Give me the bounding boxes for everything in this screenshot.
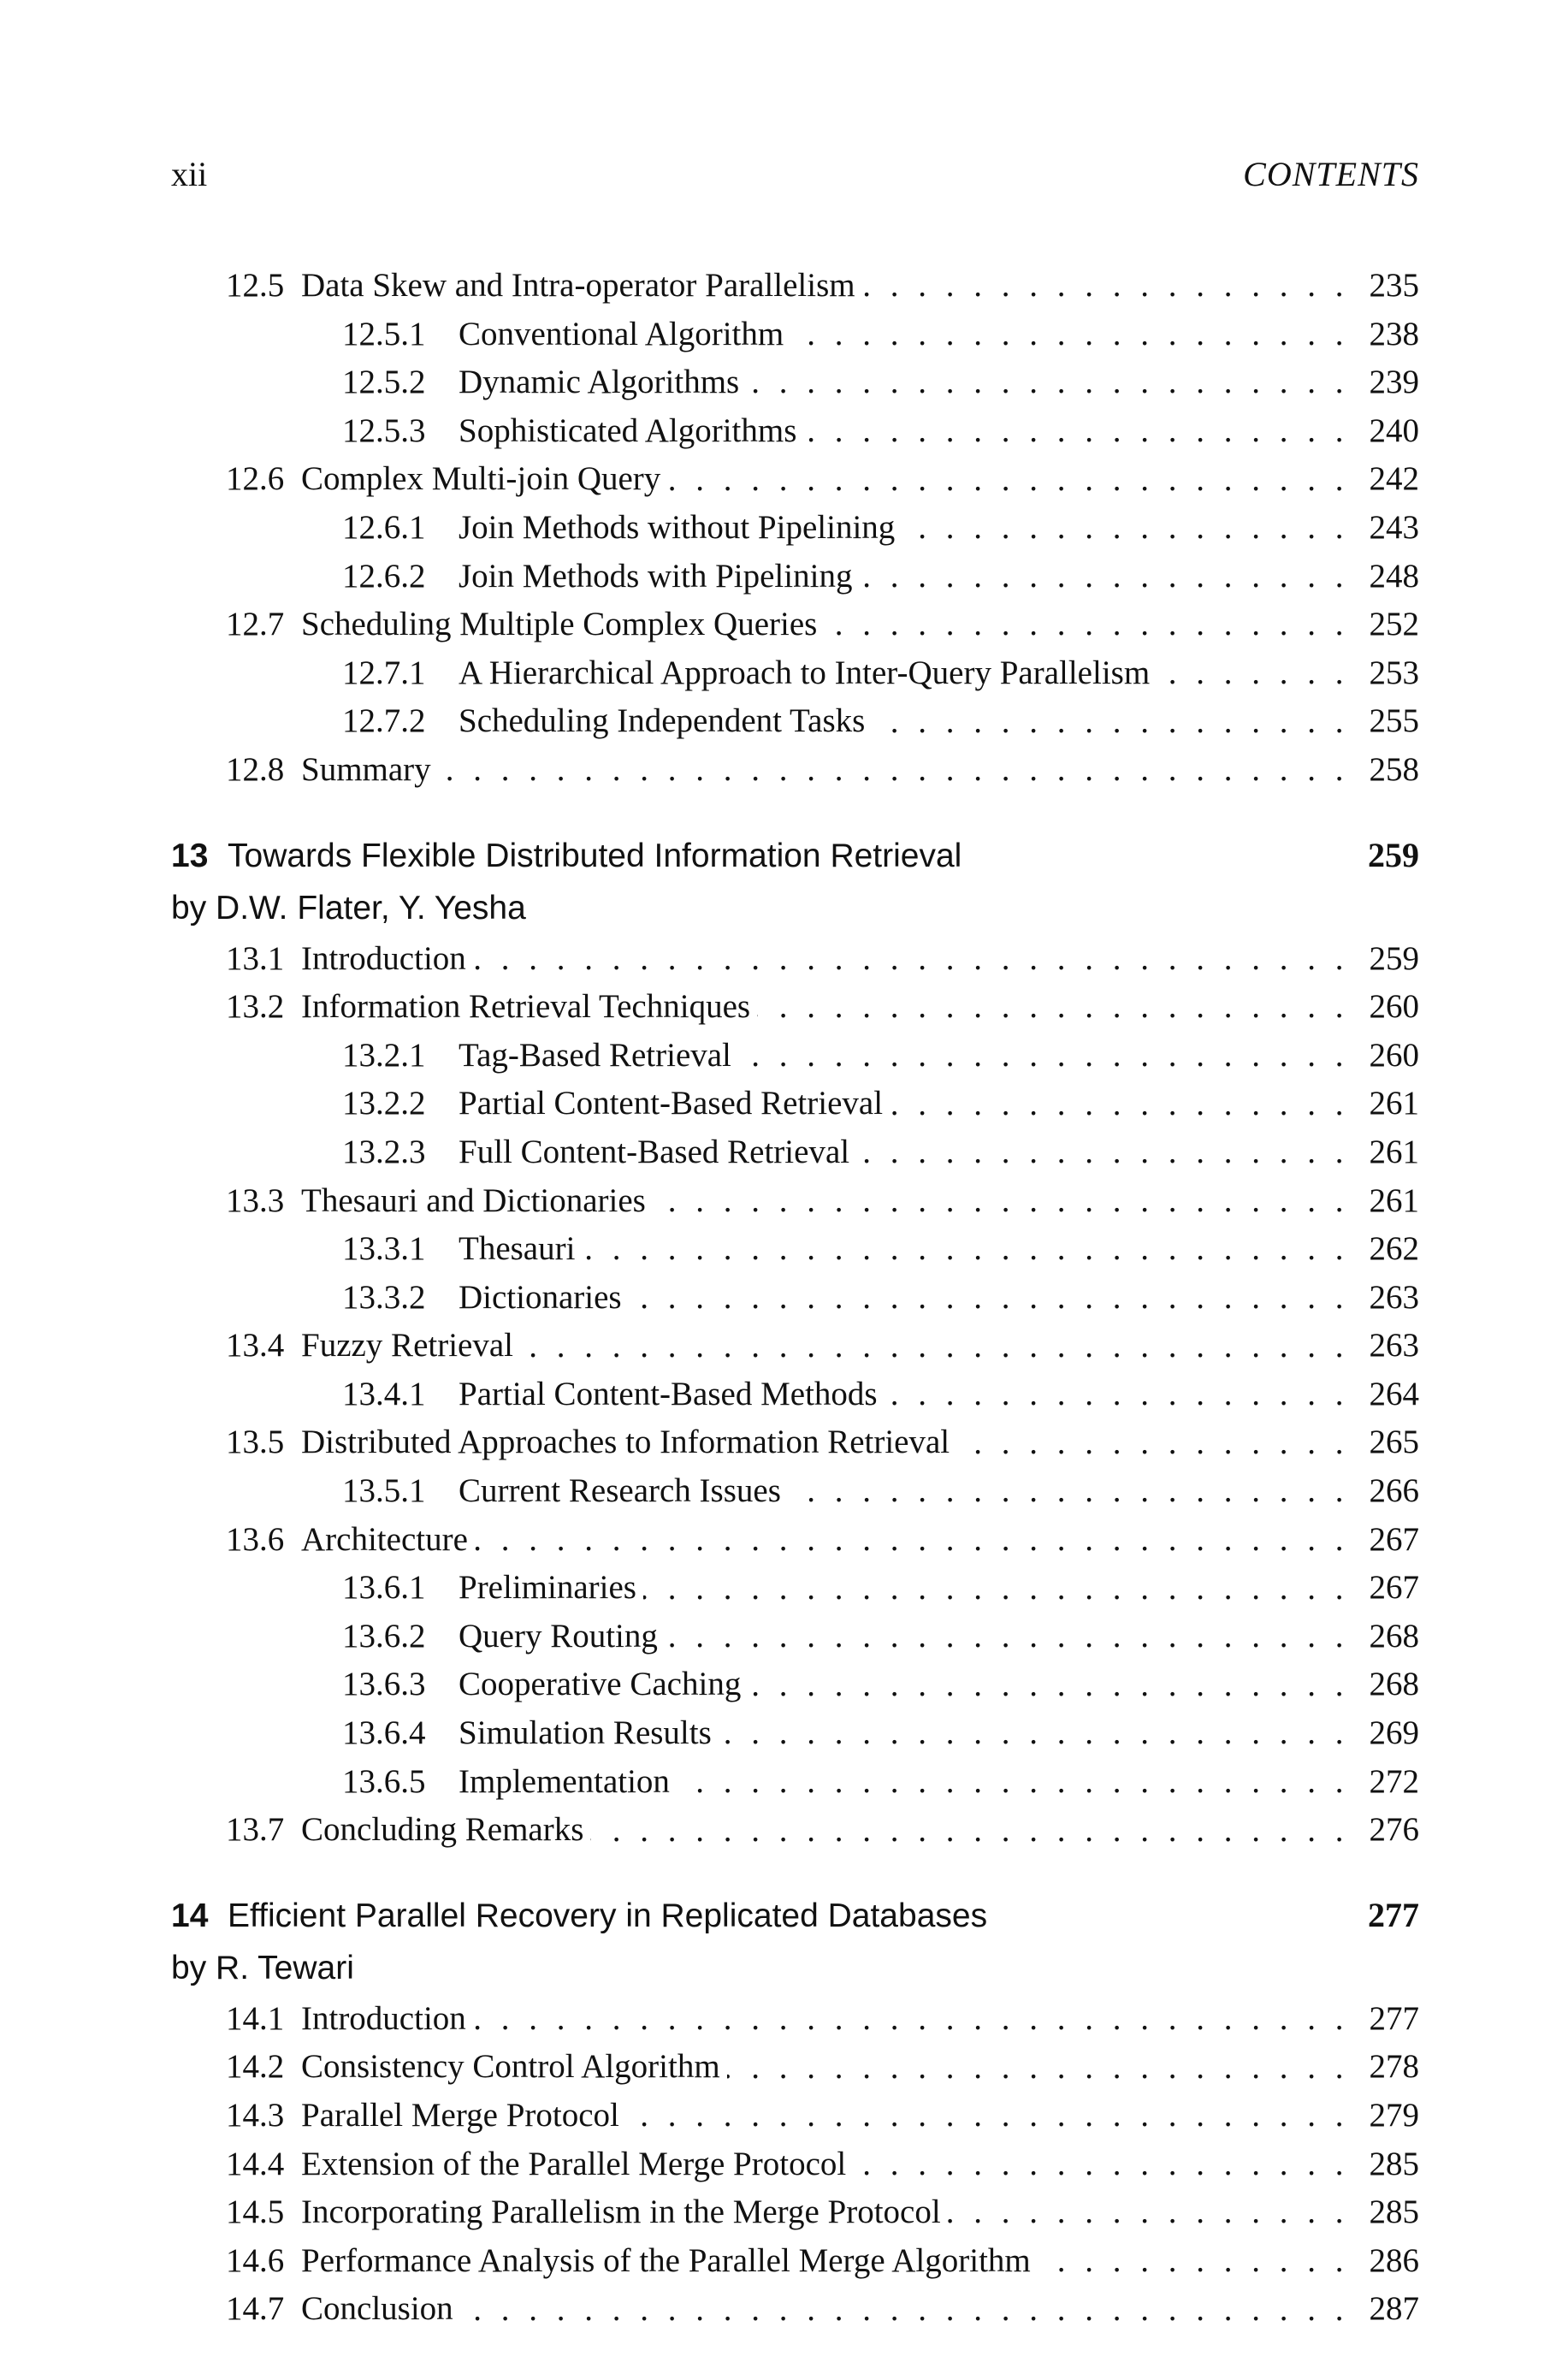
chapter-14-byline: by R. Tewari: [171, 1949, 354, 1986]
toc-entry: [171, 1806, 1419, 1855]
dot-leader: [719, 1716, 1349, 1750]
chapter-12-continued: [171, 262, 1419, 795]
entry-page: 286: [1369, 2241, 1419, 2279]
dot-leader: [643, 1572, 1349, 1606]
entry-title: Scheduling Multiple Complex Queries: [301, 606, 818, 643]
entry-number: 12.7: [226, 606, 285, 643]
toc-entry: [171, 455, 1419, 504]
entry-title: Simulation Results: [459, 1714, 712, 1752]
entry-number: 13.4: [226, 1327, 285, 1365]
entry-page: 266: [1369, 1472, 1419, 1510]
page-number: xii: [171, 155, 208, 193]
entry-page: 235: [1369, 267, 1419, 304]
chapter-number: 13: [171, 837, 209, 874]
entry-page: 248: [1369, 557, 1419, 595]
entry-number: 13.6.5: [342, 1762, 426, 1800]
dot-leader: [582, 1232, 1349, 1266]
entry-title: Performance Analysis of the Parallel Merge Algorithm: [301, 2241, 1031, 2279]
toc-entry: [171, 1995, 1419, 2044]
toc-entry: [171, 262, 1419, 311]
dot-leader: [856, 1135, 1349, 1169]
entry-title: Partial Content-Based Methods: [459, 1375, 878, 1412]
entry-title: Introduction: [301, 1999, 466, 2037]
entry-page: 260: [1369, 988, 1419, 1026]
entry-page: 267: [1369, 1520, 1419, 1558]
entry-page: 252: [1369, 606, 1419, 643]
entry-number: 13.3: [226, 1181, 285, 1219]
toc-entry: [171, 983, 1419, 1032]
entry-page: 285: [1369, 2193, 1419, 2231]
entry-page: 277: [1369, 1999, 1419, 2037]
dot-leader: [757, 990, 1349, 1024]
entry-page: 259: [1369, 939, 1419, 977]
dot-leader: [948, 2195, 1349, 2229]
entry-title: Complex Multi-join Query: [301, 460, 661, 498]
dot-leader: [520, 1329, 1349, 1364]
dot-leader: [727, 2051, 1349, 2085]
entry-number: 13.4.1: [342, 1375, 426, 1412]
entry-page: 242: [1369, 460, 1419, 498]
dot-leader: [460, 2293, 1349, 2327]
entry-number: 12.6: [226, 460, 285, 498]
toc-entry: [171, 1080, 1419, 1128]
entry-title: Dynamic Algorithms: [459, 364, 740, 401]
entry-page: 265: [1369, 1424, 1419, 1461]
entry-page: 262: [1369, 1230, 1419, 1268]
toc-entry: [171, 1177, 1419, 1226]
toc-entry: [171, 1418, 1419, 1467]
chapter-13-byline: by D.W. Flater, Y. Yesha: [171, 889, 526, 927]
dot-leader: [956, 1426, 1349, 1460]
chapter-14-entries: [171, 1995, 1419, 2334]
entry-page: 260: [1369, 1036, 1419, 1074]
entry-number: 12.6.2: [342, 557, 426, 595]
chapter-13-entries: [171, 935, 1419, 1855]
entry-page: 272: [1369, 1762, 1419, 1800]
entry-title: Full Content-Based Retrieval: [459, 1133, 850, 1170]
entry-title: Scheduling Independent Tasks: [459, 702, 866, 740]
dot-leader: [473, 2002, 1349, 2036]
entry-page: 240: [1369, 411, 1419, 449]
dot-leader: [626, 2099, 1349, 2133]
entry-page: 263: [1369, 1327, 1419, 1365]
toc-entry: [171, 601, 1419, 649]
entry-title: Sophisticated Algorithms: [459, 411, 797, 449]
entry-title: Information Retrieval Techniques: [301, 988, 751, 1026]
entry-number: 13.5: [226, 1424, 285, 1461]
entry-number: 13.6.3: [342, 1666, 426, 1703]
chapter-page: 277: [1368, 1895, 1419, 1934]
entry-number: 13.2.2: [342, 1085, 426, 1122]
entry-page: 276: [1369, 1811, 1419, 1849]
entry-number: 12.8: [226, 750, 285, 788]
entry-title: Incorporating Parallelism in the Merge Protocol: [301, 2193, 941, 2231]
toc-entry: [171, 311, 1419, 359]
entry-number: 12.7.1: [342, 654, 426, 691]
dot-leader: [748, 1668, 1349, 1702]
dot-leader: [667, 463, 1349, 497]
dot-leader: [738, 1039, 1349, 1073]
running-title: CONTENTS: [1243, 155, 1419, 193]
dot-leader: [1157, 656, 1349, 690]
entry-page: 261: [1369, 1133, 1419, 1170]
running-head: [0, 154, 1568, 205]
toc-entry: [171, 1758, 1419, 1807]
dot-leader: [788, 1474, 1349, 1508]
toc-entry: [171, 1128, 1419, 1177]
entry-number: 14.1: [226, 1999, 285, 2037]
entry-number: 12.5: [226, 267, 285, 304]
entry-title: Parallel Merge Protocol: [301, 2097, 619, 2134]
toc-entry: [171, 504, 1419, 553]
entry-title: Consistency Control Algorithm: [301, 2048, 720, 2086]
chapter-13-heading: [171, 829, 1419, 882]
entry-page: 268: [1369, 1666, 1419, 1703]
entry-page: 243: [1369, 508, 1419, 546]
dot-leader: [862, 269, 1349, 303]
toc-entry: [171, 2092, 1419, 2140]
dot-leader: [590, 1814, 1349, 1848]
entry-title: Preliminaries: [459, 1569, 636, 1607]
dot-leader: [665, 1619, 1349, 1654]
chapter-number: 14: [171, 1897, 209, 1934]
entry-number: 13.3.2: [342, 1278, 426, 1316]
entry-number: 12.6.1: [342, 508, 426, 546]
entry-number: 13.2.3: [342, 1133, 426, 1170]
entry-title: Conventional Algorithm: [459, 315, 784, 352]
toc-entry: [171, 553, 1419, 601]
dot-leader: [803, 414, 1349, 448]
entry-title: Query Routing: [459, 1617, 658, 1655]
toc-entry: [171, 1032, 1419, 1080]
toc-entry: [171, 2188, 1419, 2237]
toc-entry: [171, 649, 1419, 698]
dot-leader: [473, 942, 1349, 976]
toc-entry: [171, 697, 1419, 746]
entry-title: Extension of the Parallel Merge Protocol: [301, 2145, 847, 2182]
entry-title: Fuzzy Retrieval: [301, 1327, 513, 1365]
toc-entry: [171, 1467, 1419, 1516]
dot-leader: [438, 753, 1349, 787]
entry-page: 279: [1369, 2097, 1419, 2134]
entry-title: Introduction: [301, 939, 466, 977]
entry-title: Concluding Remarks: [301, 1811, 584, 1849]
toc-entry: [171, 1613, 1419, 1661]
entry-page: 264: [1369, 1375, 1419, 1412]
entry-page: 287: [1369, 2290, 1419, 2328]
toc-entry: [171, 746, 1419, 795]
entry-number: 13.6.1: [342, 1569, 426, 1607]
toc-entry: [171, 2043, 1419, 2092]
entry-number: 13.6.2: [342, 1617, 426, 1655]
dot-leader: [890, 1087, 1349, 1122]
entry-title: Tag-Based Retrieval: [459, 1036, 731, 1074]
dot-leader: [872, 705, 1349, 739]
toc-entry: [171, 1322, 1419, 1371]
entry-page: 261: [1369, 1181, 1419, 1219]
dot-leader: [885, 1377, 1349, 1412]
toc-entry: [171, 935, 1419, 984]
entry-title: Cooperative Caching: [459, 1666, 742, 1703]
toc-entry: [171, 2140, 1419, 2189]
entry-number: 12.5.1: [342, 315, 426, 352]
entry-title: Distributed Approaches to Information Retrieval: [301, 1424, 950, 1461]
entry-number: 14.5: [226, 2193, 285, 2231]
entry-title: Summary: [301, 750, 431, 788]
entry-number: 13.7: [226, 1811, 285, 1849]
entry-title: A Hierarchical Approach to Inter-Query Parallelism: [459, 654, 1151, 691]
toc-entry: [171, 1709, 1419, 1758]
entry-number: 14.7: [226, 2290, 285, 2328]
entry-page: 278: [1369, 2048, 1419, 2086]
entry-number: 13.3.1: [342, 1230, 426, 1268]
toc-entry: [171, 1564, 1419, 1613]
chapter-title: Efficient Parallel Recovery in Replicated Databases: [228, 1897, 988, 1934]
entry-title: Partial Content-Based Retrieval: [459, 1085, 884, 1122]
entry-number: 13.6: [226, 1520, 285, 1558]
entry-page: 255: [1369, 702, 1419, 740]
dot-leader: [1038, 2244, 1349, 2278]
toc-entry: [171, 1516, 1419, 1565]
entry-number: 13.2.1: [342, 1036, 426, 1074]
dot-leader: [475, 1523, 1349, 1557]
chapter-title: Towards Flexible Distributed Information Retrieval: [228, 837, 962, 874]
entry-page: 239: [1369, 364, 1419, 401]
entry-number: 14.3: [226, 2097, 285, 2134]
dot-leader: [653, 1184, 1349, 1218]
entry-title: Dictionaries: [459, 1278, 622, 1316]
entry-page: 258: [1369, 750, 1419, 788]
entry-title: Thesauri: [459, 1230, 576, 1268]
entry-number: 13.5.1: [342, 1472, 426, 1510]
entry-title: Implementation: [459, 1762, 670, 1800]
entry-page: 285: [1369, 2145, 1419, 2182]
entry-number: 13.1: [226, 939, 285, 977]
entry-page: 268: [1369, 1617, 1419, 1655]
entry-page: 261: [1369, 1085, 1419, 1122]
dot-leader: [790, 317, 1349, 352]
entry-number: 13.6.4: [342, 1714, 426, 1752]
chapter-14-heading: [171, 1889, 1419, 1942]
dot-leader: [853, 2147, 1349, 2182]
entry-page: 269: [1369, 1714, 1419, 1752]
toc-entry: [171, 358, 1419, 407]
toc-entry: [171, 2285, 1419, 2334]
entry-title: Thesauri and Dictionaries: [301, 1181, 646, 1219]
dot-leader: [824, 607, 1349, 642]
entry-title: Current Research Issues: [459, 1472, 781, 1510]
table-of-contents: [171, 262, 1419, 2334]
chapter-page: 259: [1368, 835, 1419, 874]
entry-number: 14.2: [226, 2048, 285, 2086]
entry-title: Join Methods with Pipelining: [459, 557, 853, 595]
toc-entry: [171, 1274, 1419, 1323]
dot-leader: [902, 511, 1349, 545]
entry-number: 14.4: [226, 2145, 285, 2182]
entry-number: 13.2: [226, 988, 285, 1026]
entry-page: 263: [1369, 1278, 1419, 1316]
entry-title: Conclusion: [301, 2290, 453, 2328]
toc-entry: [171, 1225, 1419, 1274]
entry-number: 14.6: [226, 2241, 285, 2279]
entry-page: 267: [1369, 1569, 1419, 1607]
entry-number: 12.5.3: [342, 411, 426, 449]
toc-entry: [171, 1661, 1419, 1709]
entry-number: 12.5.2: [342, 364, 426, 401]
dot-leader: [746, 365, 1349, 400]
dot-leader: [859, 559, 1349, 594]
entry-page: 253: [1369, 654, 1419, 691]
dot-leader: [677, 1765, 1349, 1799]
dot-leader: [629, 1281, 1349, 1315]
toc-entry: [171, 407, 1419, 456]
toc-entry: [171, 1371, 1419, 1419]
entry-title: Join Methods without Pipelining: [459, 508, 896, 546]
entry-title: Data Skew and Intra-operator Parallelism: [301, 267, 855, 304]
entry-title: Architecture: [301, 1520, 468, 1558]
entry-number: 12.7.2: [342, 702, 426, 740]
entry-page: 238: [1369, 315, 1419, 352]
toc-entry: [171, 2237, 1419, 2286]
